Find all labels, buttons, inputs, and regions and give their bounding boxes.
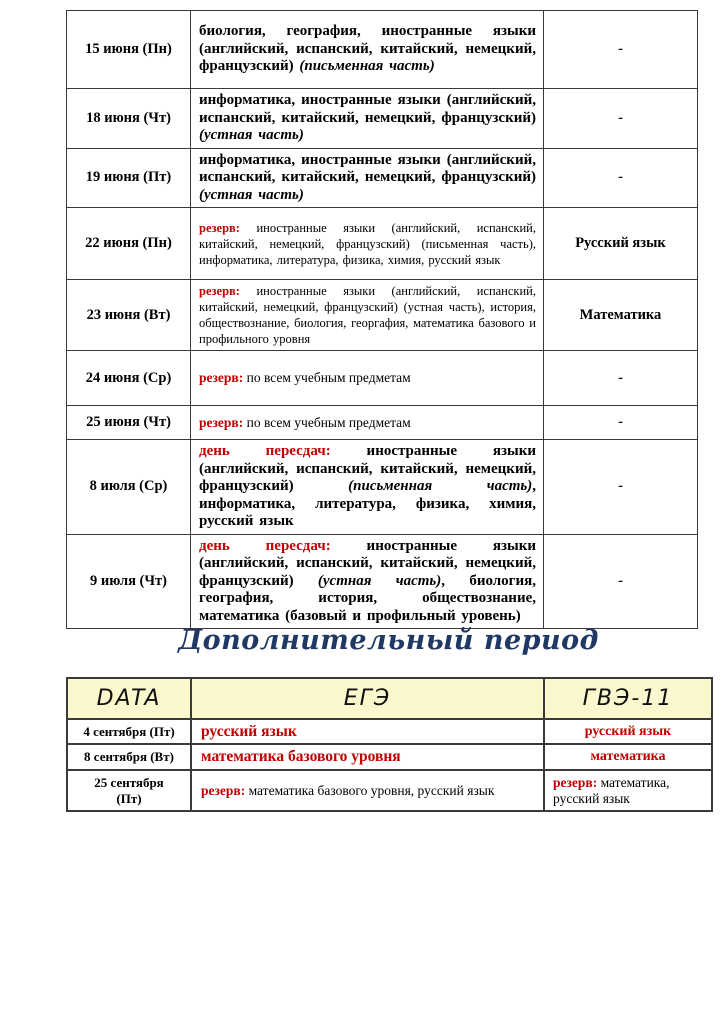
subjects-text: информатика, иностранные языки (английский, испанский, китайский, немецкий, французский) xyxy=(199,151,536,185)
subjects-italic-part: (устная часть) xyxy=(317,572,442,589)
subjects-text-after: , биология, география, история, обществознание, математика (базовый и профильный уровень) xyxy=(199,572,536,624)
subjects-text: биология, география, иностранные языки (английский, испанский, китайский, немецкий, французский) xyxy=(199,23,536,75)
gve-result-cell: - xyxy=(544,89,698,149)
table-row xyxy=(67,770,712,811)
gve-subject-text: математика, русский язык xyxy=(553,774,670,806)
retake-day-label: день пересдач: xyxy=(199,537,367,554)
ege-subject-cell xyxy=(191,744,544,770)
date-cell: 15 июня (Пн) xyxy=(67,11,191,89)
table-header-row xyxy=(67,678,712,719)
subjects-cell xyxy=(191,280,544,351)
reserve-label: резерв: xyxy=(199,414,247,430)
subjects-italic-part: (устная часть) xyxy=(199,127,304,143)
date-cell: 19 июня (Пт) xyxy=(67,148,191,208)
table-row xyxy=(67,440,698,535)
ege-subject-cell xyxy=(191,719,544,744)
table-row xyxy=(67,11,698,89)
subjects-text: по всем учебным предметам xyxy=(246,414,411,430)
table-row xyxy=(67,148,698,208)
subjects-text: иностранные языки (английский, испанский, китайский, немецкий, французский) (письменная часть), информатика, литература, физика, химия, русский язык xyxy=(199,220,536,267)
retake-day-label: день пересдач: xyxy=(199,443,367,459)
section-heading: Дополнительный период xyxy=(178,625,599,656)
subjects-text: иностранные языки (английский, испанский, китайский, немецкий, французский) (устная часть), история, обществознание, биология, георгафия, математика базового и профильного уровня xyxy=(199,284,536,346)
gve-subject-cell: математика xyxy=(544,744,712,770)
table-row xyxy=(67,719,712,744)
table-row xyxy=(67,406,698,440)
subjects-cell xyxy=(191,534,544,629)
reserve-label: резерв: xyxy=(199,284,257,298)
subjects-text: иностранные языки (английский, испанский, китайский, немецкий, французский) xyxy=(199,443,536,494)
date-cell: 25 июня (Чт) xyxy=(67,406,191,440)
subjects-cell xyxy=(191,440,544,535)
subjects-italic-part: (письменная часть) xyxy=(299,58,435,75)
subjects-cell xyxy=(191,208,544,280)
additional-period-table xyxy=(66,677,713,812)
subjects-cell xyxy=(191,148,544,208)
ege-subject-cell xyxy=(191,770,544,811)
gve-subject-cell: русский язык xyxy=(544,719,712,744)
subjects-cell xyxy=(191,406,544,440)
main-exam-schedule-table xyxy=(66,10,698,629)
gve-result-cell: - xyxy=(544,440,698,535)
ege-subject-text: математика базового уровня xyxy=(201,748,401,765)
date-cell: 25 сентября (Пт) xyxy=(67,770,191,811)
subjects-text: по всем учебным предметам xyxy=(246,370,411,385)
reserve-label: резерв: xyxy=(199,220,257,235)
reserve-label: резерв: xyxy=(201,782,249,798)
table-row xyxy=(67,89,698,149)
header-ege: ЕГЭ xyxy=(191,678,544,719)
gve-result-cell: - xyxy=(544,11,698,89)
gve-result-cell: Русский язык xyxy=(544,208,698,280)
date-cell: 8 июля (Ср) xyxy=(67,440,191,535)
gve-subject-cell xyxy=(544,770,712,811)
gve-result-cell: Математика xyxy=(544,280,698,351)
table-row xyxy=(67,208,698,280)
subjects-cell xyxy=(191,11,544,89)
ege-subject-text: русский язык xyxy=(201,722,297,740)
subjects-cell xyxy=(191,89,544,149)
subjects-italic-part: (письменная часть) xyxy=(348,478,533,494)
ege-subject-text: математика базового уровня, русский язык xyxy=(248,782,495,798)
gve-result-cell: - xyxy=(544,351,698,406)
subjects-text-after: , информатика, литература, физика, химия, русский язык xyxy=(199,478,536,529)
subjects-italic-part: (устная часть) xyxy=(199,186,304,203)
header-gve11: ГВЭ-11 xyxy=(544,678,712,719)
reserve-label: резерв: xyxy=(553,774,601,790)
gve-result-cell: - xyxy=(544,534,698,629)
date-cell: 24 июня (Ср) xyxy=(67,351,191,406)
gve-result-cell: - xyxy=(544,406,698,440)
table-row xyxy=(67,744,712,770)
subjects-text: информатика, иностранные языки (английский, испанский, китайский, немецкий, французский) xyxy=(199,92,536,126)
date-cell: 8 сентября (Вт) xyxy=(67,744,191,770)
header-date: DATA xyxy=(67,678,191,719)
date-cell: 18 июня (Чт) xyxy=(67,89,191,149)
subjects-text: иностранные языки (английский, испанский, китайский, немецкий, французский) xyxy=(199,537,536,589)
date-cell: 9 июля (Чт) xyxy=(67,534,191,629)
reserve-label: резерв: xyxy=(199,370,247,385)
date-cell: 23 июня (Вт) xyxy=(67,280,191,351)
date-cell: 4 сентября (Пт) xyxy=(67,719,191,744)
gve-result-cell: - xyxy=(544,148,698,208)
table-row xyxy=(67,351,698,406)
table-row xyxy=(67,280,698,351)
date-cell: 22 июня (Пн) xyxy=(67,208,191,280)
table-row xyxy=(67,534,698,629)
subjects-cell xyxy=(191,351,544,406)
